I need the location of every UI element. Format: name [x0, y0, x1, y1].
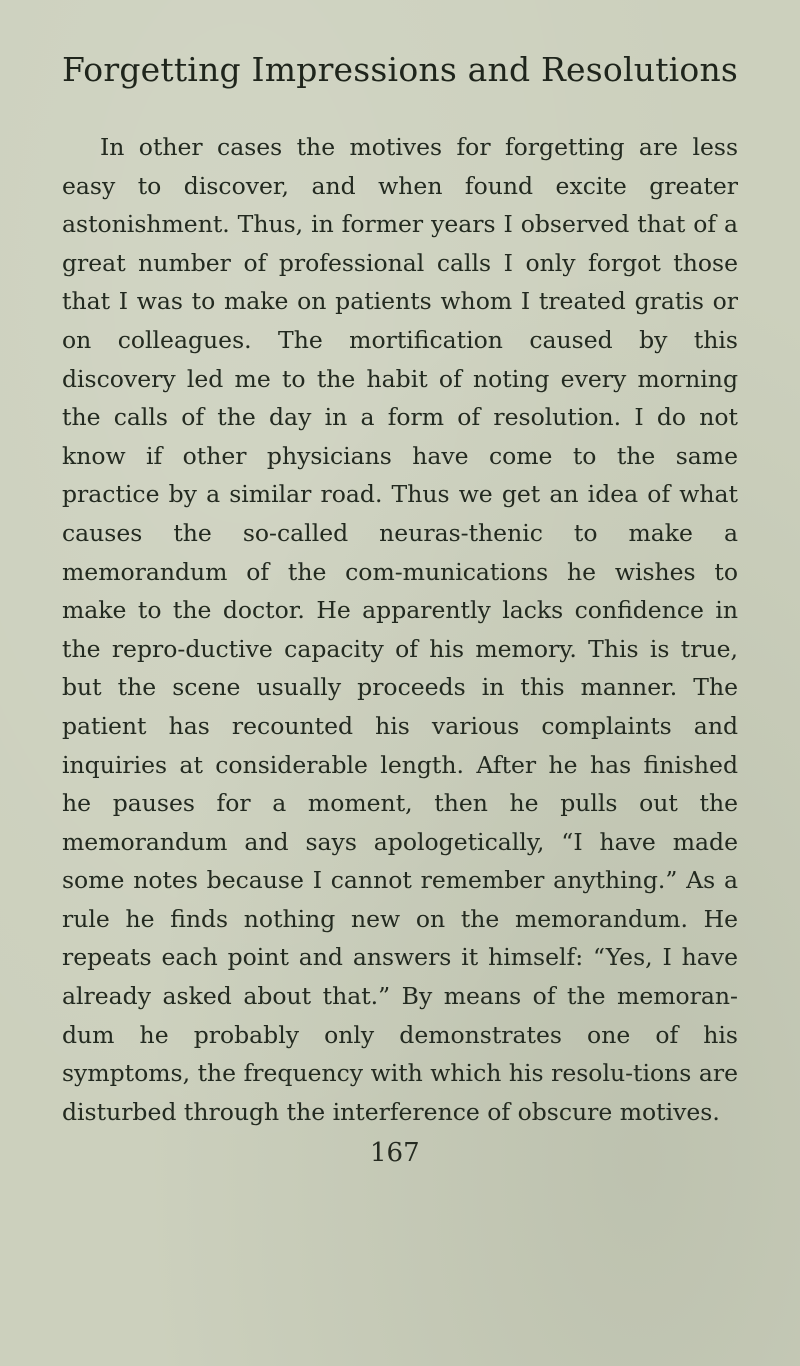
page-number: 167 — [370, 1138, 420, 1168]
body-paragraph: In other cases the motives for forgetting are less easy to discover, and when found excite greater astonishment. Thus, in former years I observed that of a great number of professional calls I only forgot those that I was to make on patients whom I treated gratis or on colleagues. The mortification caused by this discovery led me to the habit of noting every morning the calls of the day in a form of resolution. I do not know if other physicians have come to the same practice by a similar road. Thus we get an idea of what causes the so-called neuras-thenic to make a memorandum of the com-munications he wishes to make to the doctor. He apparently lacks confidence in the repro-ductive capacity of his memory. This is true, but the scene usually proceeds in this manner. The patient has recounted his various complaints and inquiries at considerable length. After he has finished he pauses for a moment, then he pulls out the memorandum and says apologetically, “I have made some notes because I cannot remember anything.” As a rule he finds nothing new on the memorandum. He repeats each point and answers it himself: “Yes, I have already asked about that.” By means of the memoran-dum he probably only demonstrates one of his symptoms, the frequency with which his resolu-tions are disturbed through the interference of obscure motives. — [62, 133, 738, 1126]
running-head: Forgetting Impressions and Resolutions — [62, 50, 739, 89]
